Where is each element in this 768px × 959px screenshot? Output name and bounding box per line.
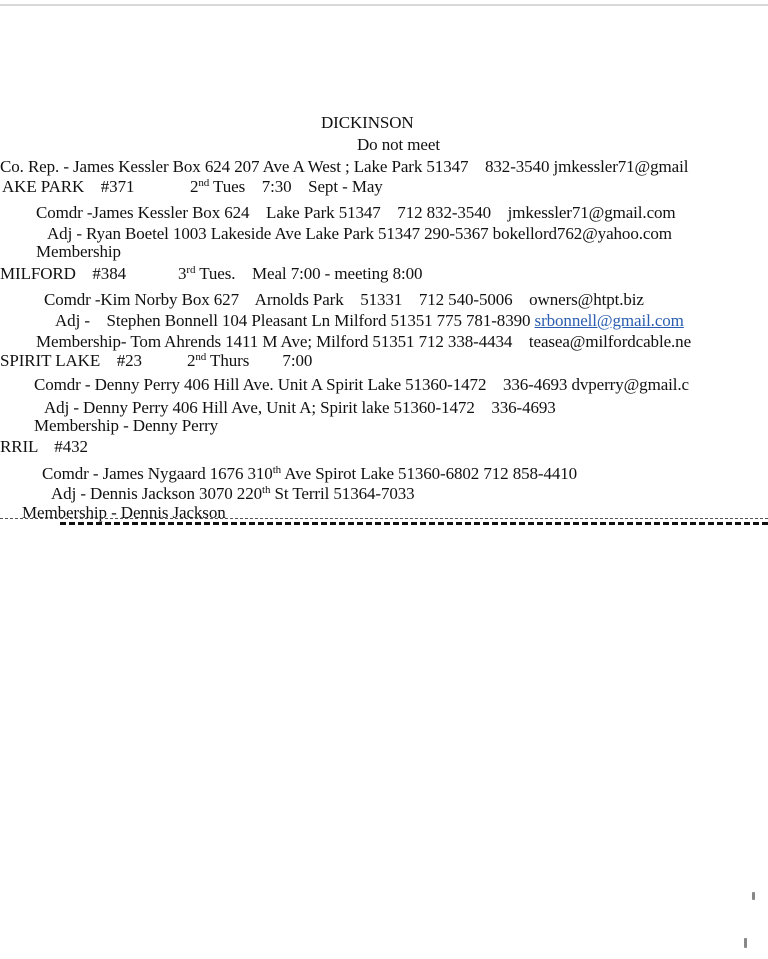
post-heading-spirit-lake: SPIRIT LAKE #23 (0, 351, 142, 370)
post-heading-lake-park: AKE PARK #371 (2, 177, 135, 196)
membership-line-lake-park: Membership (36, 242, 121, 261)
membership-line-terril: Membership - Dennis Jackson (22, 503, 226, 522)
scan-speck (752, 892, 755, 900)
meeting-schedule-milford: 3rd Tues. Meal 7:00 - meeting 8:00 (178, 264, 423, 283)
county-title: DICKINSON (321, 113, 414, 132)
meeting-schedule-lake-park: 2nd Tues 7:30 Sept - May (190, 177, 383, 196)
post-heading-terril: RRIL #432 (0, 437, 88, 456)
county-subtitle: Do not meet (357, 135, 440, 154)
post-heading-milford: MILFORD #384 (0, 264, 127, 283)
comdr-line-milford: Comdr -Kim Norby Box 627 Arnolds Park 51331 712 540-5006 owners@htpt.biz (44, 290, 644, 309)
adj-line-spirit-lake: Adj - Denny Perry 406 Hill Ave, Unit A; Spirit lake 51360-1472 336-4693 (44, 398, 556, 417)
dashed-separator (0, 517, 768, 527)
county-rep-line: Co. Rep. - James Kessler Box 624 207 Ave A West ; Lake Park 51347 832-3540 jmkessler71@gmail (0, 157, 689, 176)
adj-line-milford: Adj - Stephen Bonnell 104 Pleasant Ln Milford 51351 775 781-8390 srbonnell@gmail.com (55, 311, 684, 330)
comdr-line-spirit-lake: Comdr - Denny Perry 406 Hill Ave. Unit A Spirit Lake 51360-1472 336-4693 dvperry@gmail.c (34, 375, 689, 394)
adj-email-link[interactable]: srbonnell@gmail.com (534, 311, 684, 330)
comdr-line-terril: Comdr - James Nygaard 1676 310th Ave Spirot Lake 51360-6802 712 858-4410 (42, 464, 578, 483)
meeting-schedule-spirit-lake: 2nd Thurs 7:00 (187, 351, 313, 370)
scan-speck (744, 938, 747, 948)
comdr-line-lake-park: Comdr -James Kessler Box 624 Lake Park 51347 712 832-3540 jmkessler71@gmail.com (36, 203, 676, 222)
scan-top-edge (0, 4, 768, 6)
adj-line-terril: Adj - Dennis Jackson 3070 220th St Terril 51364-7033 (51, 484, 415, 503)
membership-line-milford: Membership- Tom Ahrends 1411 M Ave; Milford 51351 712 338-4434 teasea@milfordcable.ne (36, 332, 692, 351)
membership-line-spirit-lake: Membership - Denny Perry (34, 416, 219, 435)
adj-line-lake-park: Adj - Ryan Boetel 1003 Lakeside Ave Lake Park 51347 290-5367 bokellord762@yahoo.com (47, 224, 672, 243)
